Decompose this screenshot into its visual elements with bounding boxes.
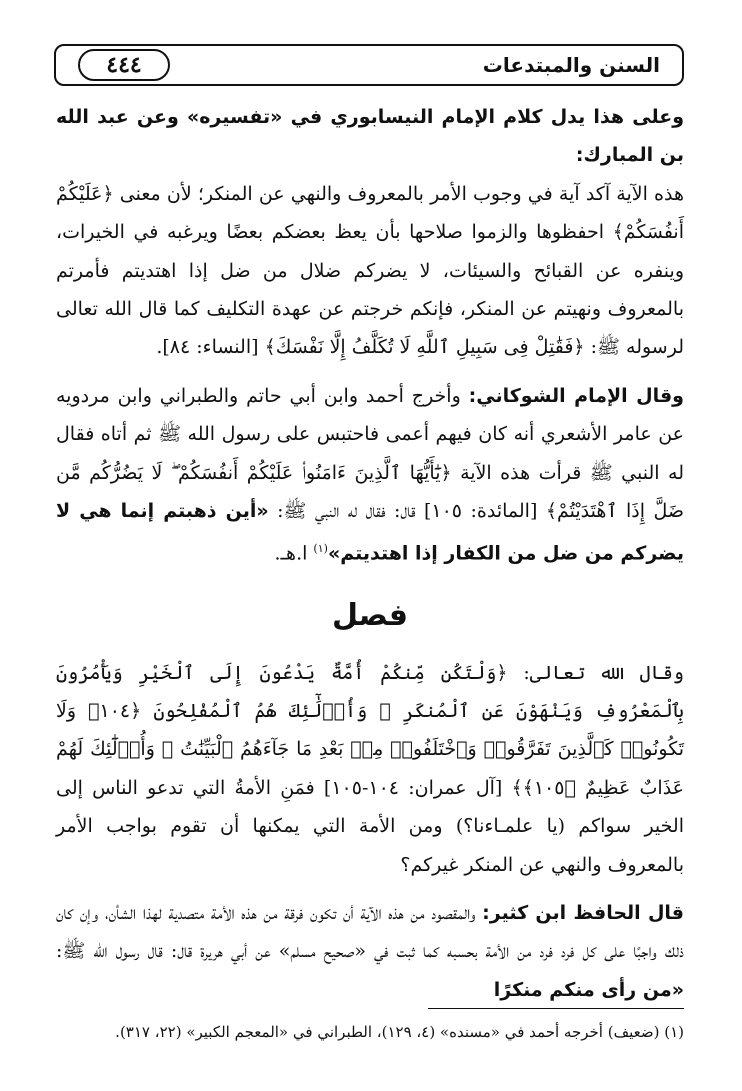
paragraph-text: وأخرج أحمد وابن أبي حاتم والطبراني وابن مردويه عن عامر الأشعري أنه كان فيهم أعمى فاحتبس على رسول الله ﷺ ثم أتاه فقال له النبي ﷺ قرأت هذه الآية — [56, 384, 685, 484]
running-title: السنن والمبتدعات — [482, 53, 660, 77]
paragraph-3 — [56, 654, 684, 884]
paragraph-lead: قال الحافظ ابن كثير: — [482, 902, 684, 925]
quran-verse: ﴿فَقَٰتِلْ فِى سَبِيلِ ٱللَّهِ لَا تُكَلَّفُ إِلَّا نَفْسَكَ﴾ — [264, 336, 585, 359]
paragraph-text: قال: فقال له النبي ﷺ: — [268, 500, 416, 523]
paragraph-lead: وقال الإمام الشوكاني: — [468, 384, 684, 407]
paragraph-text: ا.هـ. — [274, 542, 314, 565]
verse-reference: [المائدة: ١٠٥] — [415, 500, 546, 523]
verse-reference: [النساء: ٨٤]. — [156, 336, 265, 359]
paragraph-text: فمَنِ الأمةُ التي تدعو الناس إلى الخير سواكم (يا علمـاءنا؟) ومن الأمة التي يمكنها أن تقوم بواجب الأمر بالمعروف والنهي عن المنكر غيركم؟ — [56, 776, 684, 876]
paragraph-lead: وعلى هذا يدل كلام الإمام النيسابوري في «تفسيره» وعن عبد الله بن المبارك: — [56, 106, 684, 167]
paragraph-text: وقال الله تعالى: — [507, 661, 684, 684]
section-title: فصل — [332, 598, 408, 634]
page-body — [56, 98, 684, 1019]
hadith-quote: «أين ذهبتم إنما هي لا يضركم من ضل من الكفار إذا اهتديتم» — [56, 500, 684, 565]
quran-verse: ﴿يَٰٓأَيُّهَا ٱلَّذِينَ ءَامَنُوا۟ عَلَيْكُمْ أَنفُسَكُمْ ۖ لَا يَضُرُّكُم مَّن ضَلَّ إِذَا ٱهْتَدَيْتُمْ﴾ — [56, 461, 684, 523]
verse-reference: [آل عمران: ١٠٤-١٠٥] — [314, 776, 512, 799]
footnote-marker[interactable]: (١) — [313, 542, 328, 556]
paragraph-2 — [56, 377, 684, 573]
paragraph-text: احفظوها والزموا صلاحها بأن يعظ بعضكم بعضًا ويرغبه في الخيرات، وينفره عن القبائح والسيئات، لا يضركم ضلال من ضل إذا اهتديتم فأمرتم بالمعروف ونهيتم عن المنكر، فإنكم خرجتم عن عهدة التكليف كما قال الله تعالى لرسوله ﷺ: — [56, 221, 684, 359]
quran-verse: ﴿وَلْتَكُن مِّنكُمْ أُمَّةٌ يَدْعُونَ إِلَى ٱلْخَيْرِ وَيَأْمُرُونَ بِٱلْمَعْرُوفِ وَيَنْهَوْنَ عَنِ ٱلْمُنكَرِ ۚ وَأُو۟لَٰٓئِكَ هُمُ ٱلْمُفْلِحُونَ ﴿١٠٤﴾ وَلَا تَكُونُوا۟ كَٱلَّذِينَ تَفَرَّقُوا۟ وَٱخْتَلَفُوا۟ مِنۢ بَعْدِ مَا جَآءَهُمُ ٱلْبَيِّنَٰتُ ۚ وَأُو۟لَٰٓئِكَ لَهُمْ عَذَابٌ عَظِيمٌ ﴿١٠٥﴾﴾ — [56, 661, 685, 799]
hadith-quote: «من رأى منكم منكرًا — [493, 978, 684, 1001]
footnote: (١) (ضعيف) أخرجه أحمد في «مسنده» (٤، ١٢٩)، الطبراني في «المعجم الكبير» (٢٢، ٣١٧). — [115, 1023, 684, 1041]
paragraph-text: هذه الآية آكد آية في وجوب الأمر بالمعروف والنهي عن المنكر؛ لأن معنى — [113, 182, 684, 205]
page-header — [54, 44, 684, 86]
footnote-divider — [428, 1008, 684, 1009]
paragraph-1 — [56, 98, 684, 367]
paragraph-4 — [56, 894, 684, 1009]
page-number: ٤٤٤ — [78, 49, 170, 81]
paragraph-text: والمقصود من هذه الآية أن تكون فرقة من هذه الأمة متصدية لهذا الشأن، وإن كان ذلك واجبًا على كل فرد فرد من الأمة بحسبه كما ثبت في «صحيح مسلم» عن أبي هريرة قال: قال رسول الله ﷺ: — [56, 902, 684, 963]
quran-verse: ﴿عَلَيْكُمْ أَنفُسَكُمْ﴾ — [56, 182, 684, 244]
